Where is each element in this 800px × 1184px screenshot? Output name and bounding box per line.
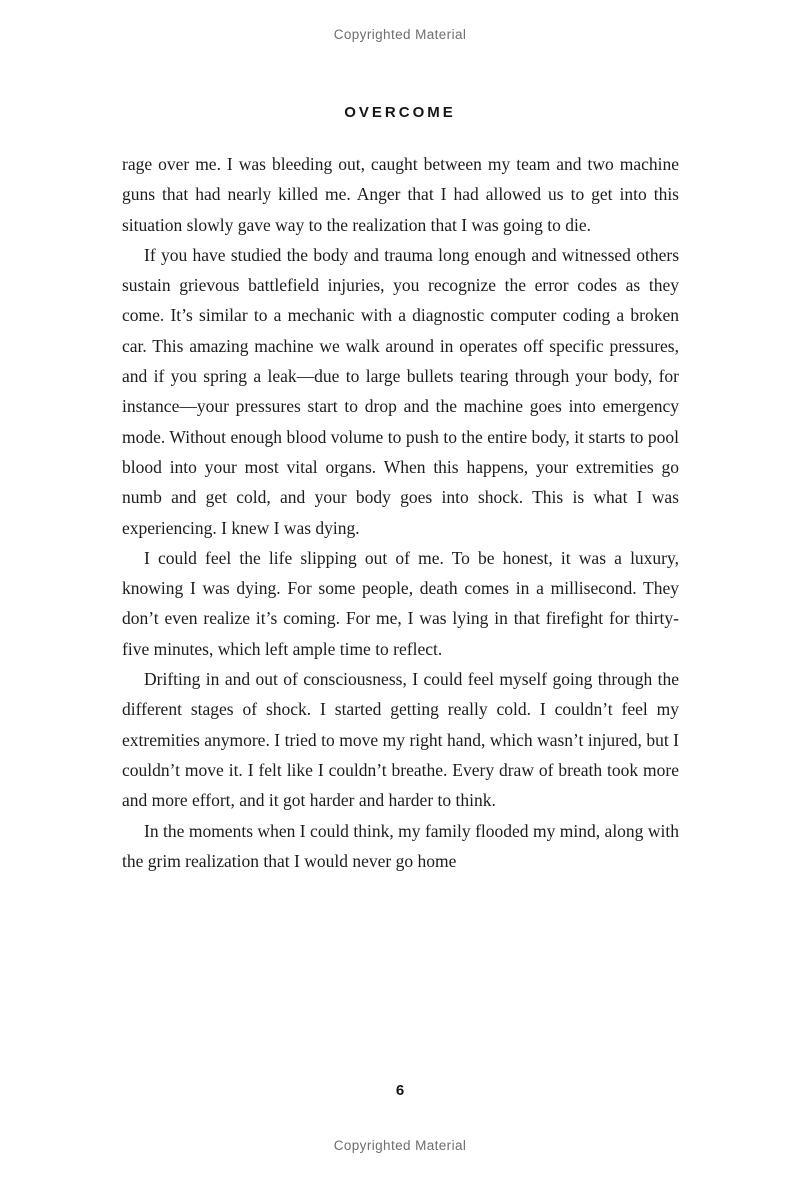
page-number: 6	[395, 1082, 405, 1099]
body-text	[122, 149, 679, 876]
paragraph: rage over me. I was bleeding out, caught between my team and two machine guns that had nearly killed me. Anger that I had allowed us to get into this situation slowly gave way to the realization that I was going to die.	[122, 154, 679, 235]
running-header-title: OVERCOME	[344, 104, 456, 121]
paragraph: Drifting in and out of consciousness, I could feel myself going through the different stages of shock. I started getting really cold. I couldn’t feel my extremities anymore. I tried to move my right hand, which wasn’t injured, but I couldn’t move it. I felt like I couldn’t breathe. Every draw of breath took more and more effort, and it got harder and harder to think.	[122, 669, 679, 811]
copyright-notice-bottom: Copyrighted Material	[333, 1138, 467, 1153]
paragraph: I could feel the life slipping out of me. To be honest, it was a luxury, knowing I was dying. For some people, death comes in a millisecond. They don’t even realize it’s coming. For me, I was lying in that firefight for thirty-five minutes, which left ample time to reflect.	[122, 547, 679, 659]
paragraph: In the moments when I could think, my family flooded my mind, along with the grim realization that I would never go home	[122, 820, 679, 871]
copyright-notice-top: Copyrighted Material	[333, 27, 467, 42]
paragraph: If you have studied the body and trauma long enough and witnessed others sustain grievous battlefield injuries, you recognize the error codes as they come. It’s similar to a mechanic with a diagnostic computer coding a broken car. This amazing machine we walk around in operates off specific pressures, and if you spring a leak—due to large bullets tearing through your body, for instance—your pressures start to drop and the machine goes into emergency mode. Without enough blood volume to push to the entire body, it starts to pool blood into your most vital organs. When this happens, your extremities go numb and get cold, and your body goes into shock. This is what I was experiencing. I knew I was dying.	[122, 244, 679, 538]
